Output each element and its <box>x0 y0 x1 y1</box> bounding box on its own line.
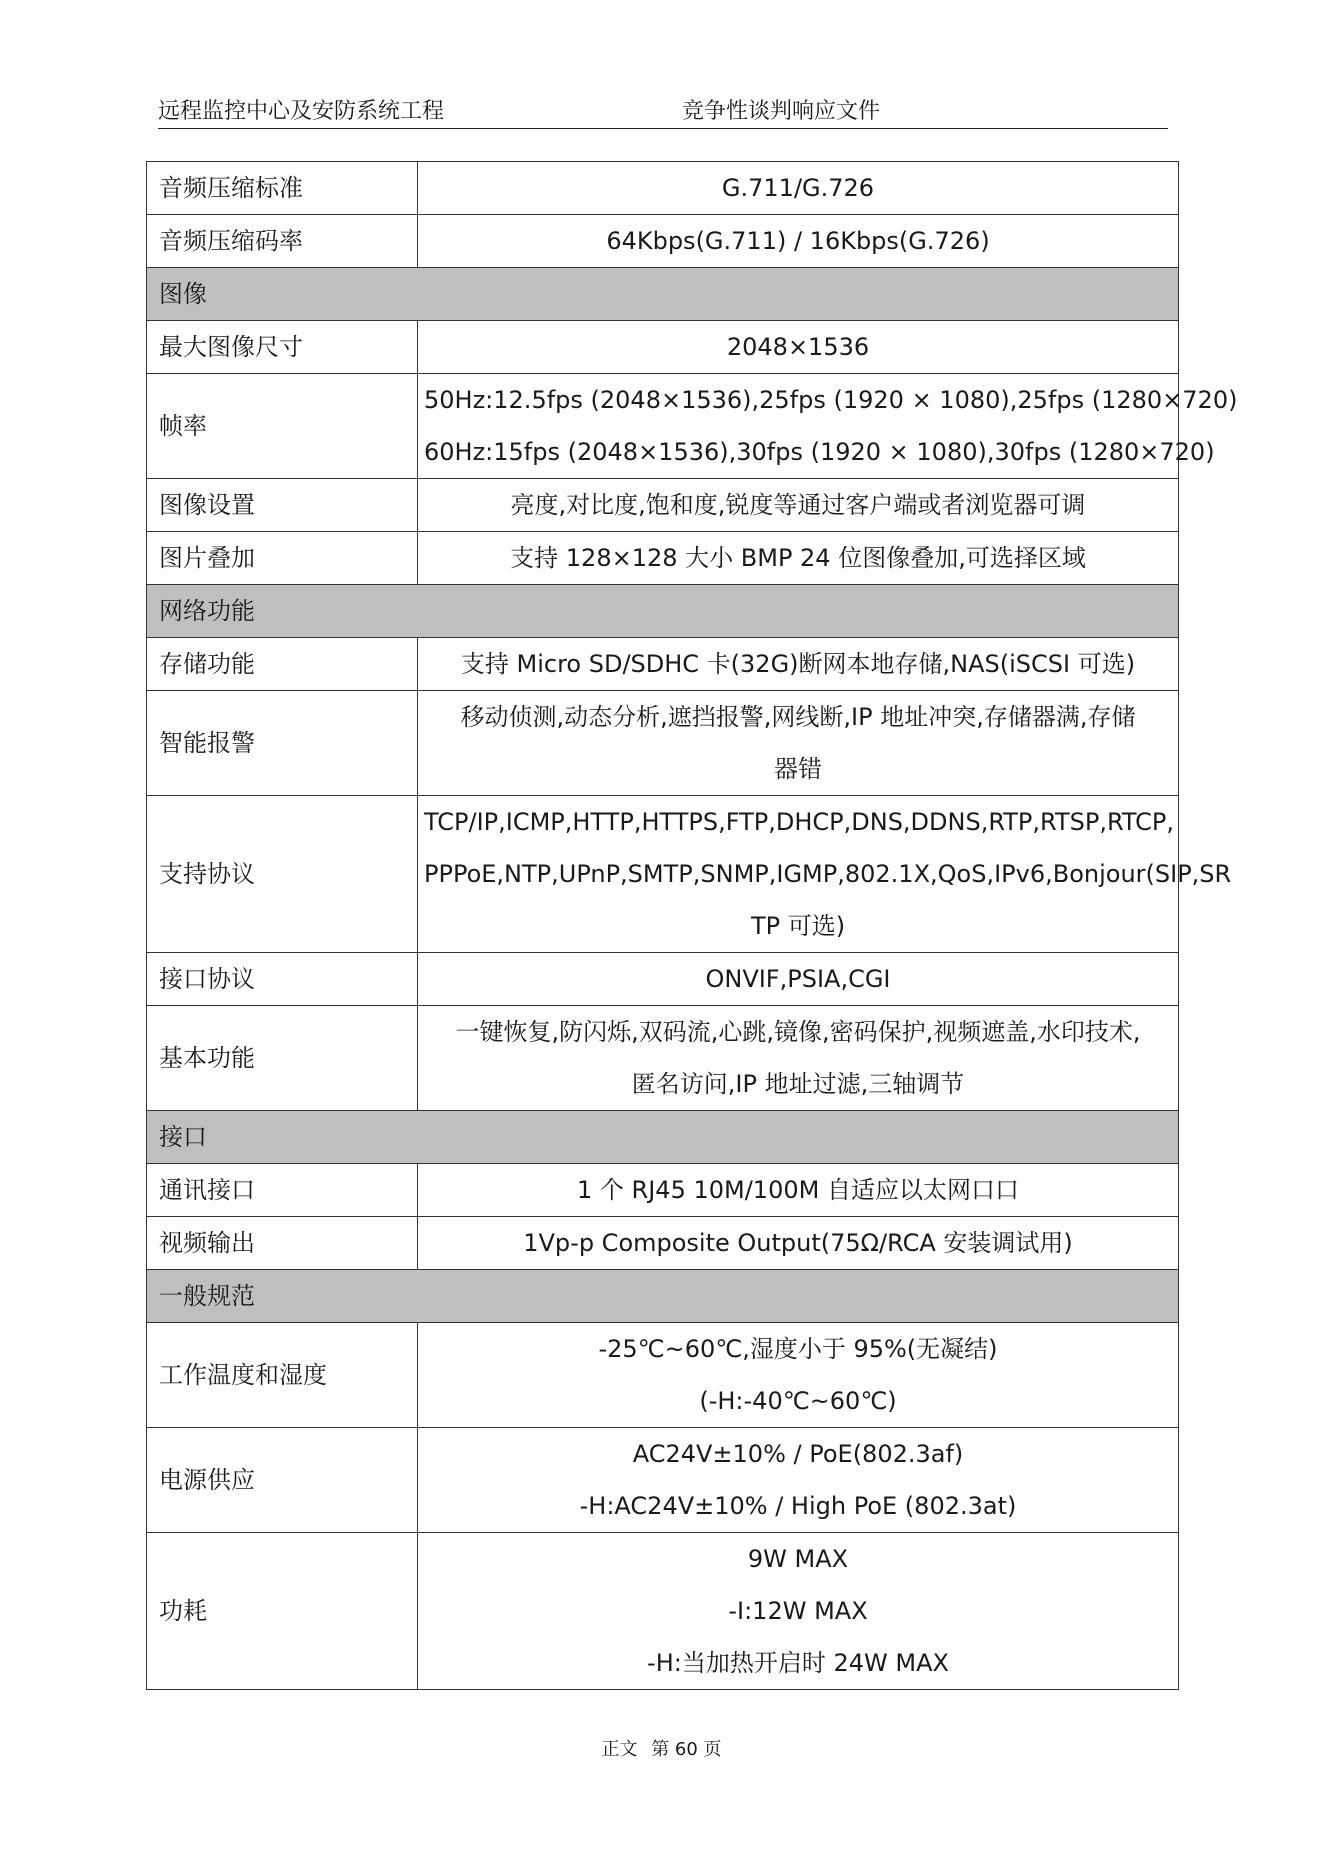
spec-value-line: 一键恢复,防闪烁,双码流,心跳,镜像,密码保护,视频遮盖,水印技术, <box>455 1018 1141 1046</box>
footer-page-number: 第 60 页 <box>651 1739 722 1760</box>
spec-label: 功耗 <box>147 1533 418 1690</box>
spec-label: 电源供应 <box>147 1428 418 1533</box>
spec-value <box>418 953 1179 1006</box>
spec-label: 最大图像尺寸 <box>147 321 418 374</box>
spec-value <box>418 215 1179 268</box>
spec-value <box>418 1533 1179 1690</box>
spec-value <box>418 1428 1179 1533</box>
spec-value-line: 支持 128×128 大小 BMP 24 位图像叠加,可选择区域 <box>510 544 1086 572</box>
spec-row <box>147 532 1179 585</box>
spec-value-line: -25℃~60℃,湿度小于 95%(无凝结) <box>598 1335 998 1363</box>
spec-row <box>147 1217 1179 1270</box>
spec-value <box>418 691 1179 796</box>
spec-label: 视频输出 <box>147 1217 418 1270</box>
spec-value-line: 64Kbps(G.711) / 16Kbps(G.726) <box>606 227 990 255</box>
spec-row <box>147 1533 1179 1690</box>
spec-label: 工作温度和湿度 <box>147 1323 418 1428</box>
spec-label: 接口协议 <box>147 953 418 1006</box>
section-title: 接口 <box>147 1111 1179 1164</box>
spec-label: 音频压缩标准 <box>147 162 418 215</box>
spec-row <box>147 1323 1179 1428</box>
spec-value <box>418 796 1232 953</box>
spec-row <box>147 796 1179 953</box>
page-footer <box>0 1735 1323 1761</box>
spec-value-line: 1Vp-p Composite Output(75Ω/RCA 安装调试用) <box>523 1229 1073 1257</box>
spec-table <box>146 161 1238 1690</box>
spec-value-line: 2048×1536 <box>726 333 870 361</box>
section-header-row <box>147 268 1179 321</box>
section-header-row <box>147 585 1179 638</box>
header-document-title: 竞争性谈判响应文件 <box>682 99 881 124</box>
spec-value-line: -H:AC24V±10% / High PoE (802.3at) <box>579 1492 1017 1520</box>
spec-value-line: 60Hz:15fps (2048×1536),30fps (1920 × 1080),30fps (1280×720) <box>424 438 1215 466</box>
header-project-title: 远程监控中心及安防系统工程 <box>158 99 445 124</box>
spec-row <box>147 215 1179 268</box>
spec-value-line: 支持 Micro SD/SDHC 卡(32G)断网本地存储,NAS(iSCSI 可选) <box>460 650 1136 678</box>
spec-value-line: ONVIF,PSIA,CGI <box>705 965 891 993</box>
spec-row <box>147 1006 1179 1111</box>
spec-row <box>147 321 1179 374</box>
spec-label: 帧率 <box>147 374 418 479</box>
spec-value-line: -H:当加热开启时 24W MAX <box>647 1649 949 1677</box>
spec-value <box>418 638 1179 691</box>
section-title: 网络功能 <box>147 585 1179 638</box>
spec-table-body <box>147 162 1238 1690</box>
spec-value-line: 移动侦测,动态分析,遮挡报警,网线断,IP 地址冲突,存储器满,存储 <box>460 703 1136 731</box>
spec-value <box>418 479 1179 532</box>
section-header-row <box>147 1270 1179 1323</box>
spec-value-line: 器错 <box>774 755 822 783</box>
spec-label: 通讯接口 <box>147 1164 418 1217</box>
spec-value <box>418 1164 1179 1217</box>
spec-label: 基本功能 <box>147 1006 418 1111</box>
section-header-row <box>147 1111 1179 1164</box>
spec-value-line: G.711/G.726 <box>721 174 875 202</box>
spec-value <box>418 321 1179 374</box>
spec-value-line: AC24V±10% / PoE(802.3af) <box>632 1440 964 1468</box>
spec-row <box>147 1428 1179 1533</box>
section-title: 一般规范 <box>147 1270 1179 1323</box>
spec-value-line: -I:12W MAX <box>728 1597 868 1625</box>
spec-value-line: PPPoE,NTP,UPnP,SMTP,SNMP,IGMP,802.1X,QoS,IPv6,Bonjour(SIP,SR <box>424 860 1232 888</box>
spec-label: 存储功能 <box>147 638 418 691</box>
spec-value <box>418 162 1179 215</box>
spec-value-line: 9W MAX <box>747 1545 849 1573</box>
spec-label: 智能报警 <box>147 691 418 796</box>
spec-row <box>147 479 1179 532</box>
spec-value <box>418 1006 1179 1111</box>
spec-value <box>418 532 1179 585</box>
section-title: 图像 <box>147 268 1179 321</box>
footer-section: 正文 <box>601 1739 638 1760</box>
spec-label: 图像设置 <box>147 479 418 532</box>
spec-row <box>147 1164 1179 1217</box>
spec-value-line: 50Hz:12.5fps (2048×1536),25fps (1920 × 1080),25fps (1280×720) <box>424 386 1238 414</box>
spec-value-line: TP 可选) <box>750 912 846 940</box>
spec-value-line: TCP/IP,ICMP,HTTP,HTTPS,FTP,DHCP,DNS,DDNS,RTP,RTSP,RTCP, <box>424 808 1174 836</box>
spec-row <box>147 638 1179 691</box>
spec-row <box>147 953 1179 1006</box>
spec-value-line: 亮度,对比度,饱和度,锐度等通过客户端或者浏览器可调 <box>510 491 1086 519</box>
spec-value-line: 匿名访问,IP 地址过滤,三轴调节 <box>631 1070 965 1098</box>
spec-row <box>147 162 1179 215</box>
spec-value <box>418 1323 1179 1428</box>
spec-value-line: 1 个 RJ45 10M/100M 自适应以太网口口 <box>577 1176 1019 1204</box>
spec-label: 音频压缩码率 <box>147 215 418 268</box>
spec-row <box>147 374 1179 479</box>
spec-label: 图片叠加 <box>147 532 418 585</box>
spec-value-line: (-H:-40℃~60℃) <box>699 1387 897 1415</box>
spec-row <box>147 691 1179 796</box>
spec-value <box>418 1217 1179 1270</box>
page-header <box>158 94 1168 129</box>
spec-value <box>418 374 1238 479</box>
spec-label: 支持协议 <box>147 796 418 953</box>
